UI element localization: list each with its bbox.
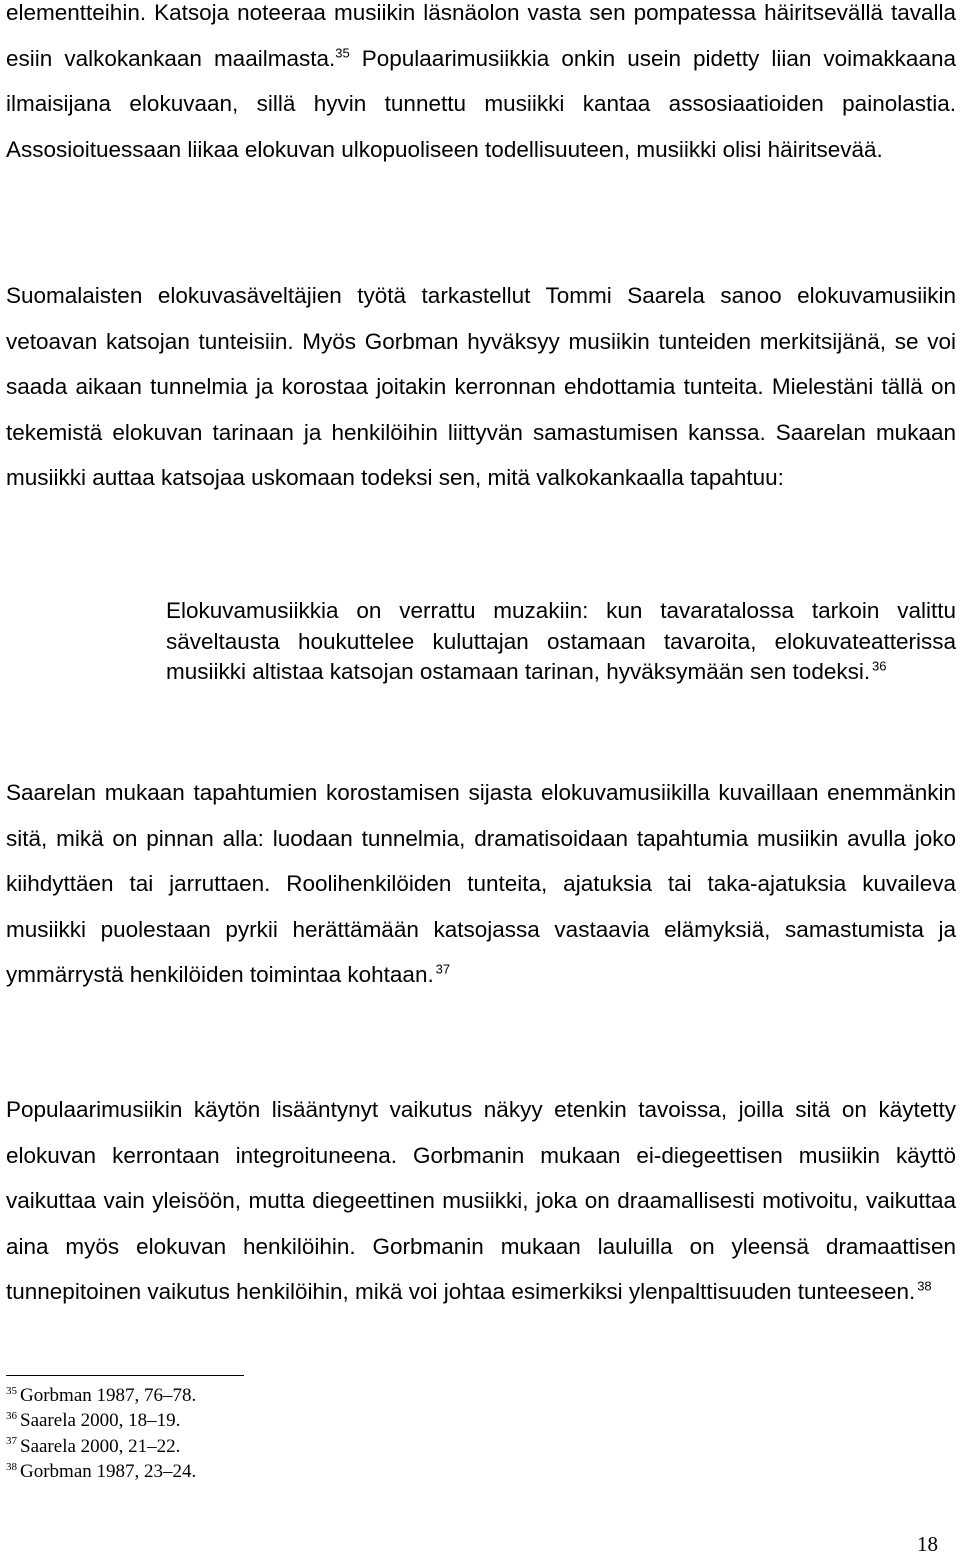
footnote-text: Saarela 2000, 18–19. [20,1410,181,1432]
paragraph-3-text: Saarelan mukaan tapahtumien korostamisen sijasta elokuvamusiikilla kuvaillaan enemmänkin sitä, mikä on pinnan alla: luodaan tunnelmia, dramatisoidaan tapahtumia musiikin avulla joko kiihdyttäen tai jarruttaen. Roolihenkilöiden tunteita, ajatuksia tai taka-ajatuksia kuvaileva musiikki puolestaan pyrkii herättämään katsojassa vastaavia elämyksiä, samastumista ja ymmärrystä henkilöiden toimintaa kohtaan. [6,780,956,987]
paragraph-2 [6,273,956,501]
footnote-number: 35 [6,1384,17,1397]
paragraph-3 [6,770,956,998]
footnote-ref-38[interactable]: 38 [917,1278,932,1294]
footnote-ref-35[interactable]: 35 [335,45,350,60]
paragraph-4 [6,1087,956,1315]
paragraph-4-text: Populaarimusiikin käytön lisääntynyt vaikutus näkyy etenkin tavoissa, joilla sitä on käytetty elokuvan kerrontaan integroituneena. Gorbmanin mukaan ei-diegeettisen musiikin käyttö vaikuttaa vain yleisöön, mutta diegeettinen musiikki, joka on draamallisesti motivoitu, vaikuttaa aina myös elokuvan henkilöihin. Gorbmanin mukaan lauluilla on yleensä dramaattisen tunnepitoinen vaikutus henkilöihin, mikä voi johtaa esimerkiksi ylenpalttisuuden tunteeseen. [6,1097,956,1304]
footnote-38 [6,1459,606,1484]
block-quote [166,596,956,688]
footnote-separator [6,1375,244,1376]
footnote-35 [6,1383,606,1408]
footnote-37 [6,1434,606,1459]
block-quote-text: Elokuvamusiikkia on verrattu muzakiin: kun tavaratalossa tarkoin valittu säveltausta houkuttelee kuluttajan ostamaan tavaroita, elokuvateatterissa musiikki altistaa katsojan ostamaan tarinan, hyväksymään sen todeksi. [166,598,956,684]
footnote-ref-36[interactable]: 36 [871,658,887,674]
footnote-number: 36 [6,1409,17,1422]
footnote-36 [6,1408,606,1433]
paragraph-1 [6,0,956,172]
footnote-text: Gorbman 1987, 23–24. [20,1460,197,1482]
footnote-number: 37 [6,1435,17,1448]
footnote-number: 38 [6,1460,17,1473]
footnote-text: Gorbman 1987, 76–78. [20,1385,197,1406]
paragraph-1-text-a: elementteihin. Katsoja noteeraa musiikin läsnäolon vasta sen pompatessa häiritsevällä tavalla esiin valkokankaan maailmasta. [6,0,956,71]
footnotes [6,1383,606,1484]
paragraph-1-text-b: Populaarimusiikkia onkin usein pidetty liian voimakkaana ilmaisijana elokuvaan, sillä hyvin tunnettu musiikki kantaa assosiaatioiden painolastia. Assosioituessaan liikaa elokuvan ulkopuoliseen todellisuuteen, musiikki olisi häiritsevää. [6,45,956,162]
footnote-ref-37[interactable]: 37 [435,961,451,977]
page-number: 18 [917,1532,938,1556]
paragraph-2-text: Suomalaisten elokuvasäveltäjien työtä tarkastellut Tommi Saarela sanoo elokuvamusiikin vetoavan katsojan tunteisiin. Myös Gorbman hyväksyy musiikin tunteiden merkitsijänä, se voi saada aikaan tunnelmia ja korostaa joitakin kerronnan ehdottamia tunteita. Mielestäni tällä on tekemistä elokuvan tarinaan ja henkilöihin liittyvän samastumisen kanssa. Saarelan mukaan musiikki auttaa katsojaa uskomaan todeksi sen, mitä valkokankaalla tapahtuu: [6,283,956,490]
footnote-text: Saarela 2000, 21–22. [20,1435,181,1457]
